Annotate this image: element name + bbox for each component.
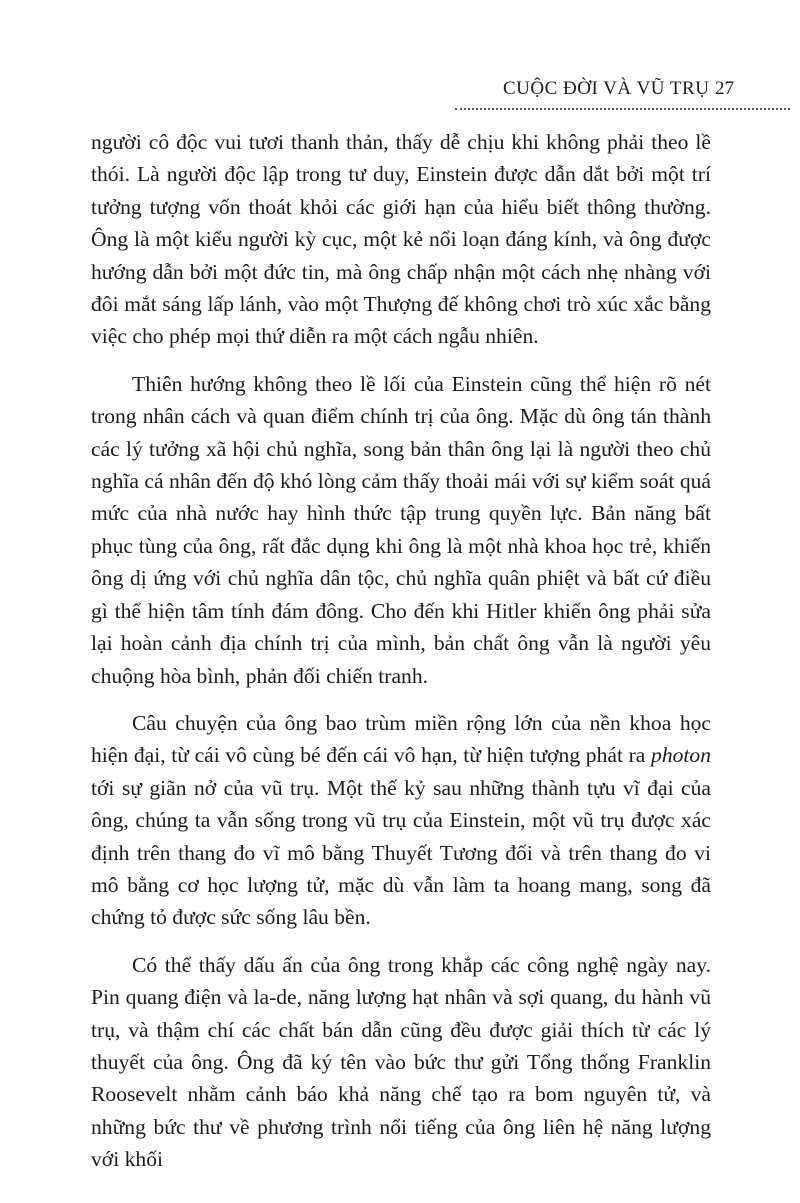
paragraph-2: Thiên hướng không theo lề lối của Einstein cũng thể hiện rõ nét trong nhân cách và quan điểm chính trị của ông. Mặc dù ông tán thành các lý tưởng xã hội chủ nghĩa, song bản thân ông lại là người theo chủ nghĩa cá nhân đến độ khó lòng cảm thấy thoải mái với sự kiểm soát quá mức của nhà nước hay hình thức tập trung quyền lực. Bản năng bất phục tùng của ông, rất đắc dụng khi ông là một nhà khoa học trẻ, khiến ông dị ứng với chủ nghĩa dân tộc, chủ nghĩa quân phiệt và bất cứ điều gì thể hiện tâm tính đám đông. Cho đến khi Hitler khiến ông phải sửa lại hoàn cảnh địa chính trị của mình, bản chất ông vẫn là người yêu chuộng hòa bình, phản đối chiến tranh. <box>91 371 711 688</box>
paragraph-3-start: Câu chuyện của ông bao trùm miền rộng lớn của nền khoa học hiện đại, từ cái vô cùng bé đến cái vô hạn, từ hiện tượng phát ra <box>91 710 711 768</box>
paragraph-1: người cô độc vui tươi thanh thản, thấy dễ chịu khi không phải theo lề thói. Là người độc lập trong tư duy, Einstein được dẫn dắt bởi một trí tưởng tượng vốn thoát khỏi các giới hạn của hiểu biết thông thường. Ông là một kiểu người kỳ cục, một kẻ nổi loạn đáng kính, và ông được hướng dẫn bởi một đức tin, mà ông chấp nhận một cách nhẹ nhàng với đôi mắt sáng lấp lánh, vào một Thượng đế không chơi trò xúc xắc bằng việc cho phép mọi thứ diễn ra một cách ngẫu nhiên. <box>91 130 711 349</box>
paragraph-4: Có thể thấy dấu ấn của ông trong khắp các công nghệ ngày nay. Pin quang điện và la-de, năng lượng hạt nhân và sợi quang, du hành vũ trụ, và thậm chí các chất bán dẫn cũng đều được giải thích từ các lý thuyết của ông. Ông đã ký tên vào bức thư gửi Tổng thống Franklin Roosevelt nhằm cảnh báo khả năng chế tạo ra bom nguyên tử, và những bức thư về phương trình nổi tiếng của ông liên hệ năng lượng với khối <box>91 952 711 1172</box>
running-header <box>455 74 790 110</box>
paragraph-3 <box>91 707 711 934</box>
body-text <box>91 126 711 1191</box>
photon-term: photon <box>651 743 711 768</box>
paragraph-3-end: tới sự giãn nở của vũ trụ. Một thế kỷ sau những thành tựu vĩ đại của ông, chúng ta vẫn sống trong vũ trụ của Einstein, một vũ trụ được xác định trên thang đo vĩ mô bằng Thuyết Tương đối và trên thang đo vi mô bằng cơ học lượng tử, mặc dù vẫn làm ta hoang mang, song đã chứng tỏ được sức sống lâu bền. <box>91 775 711 930</box>
running-title: CUỘC ĐỜI VÀ VŨ TRỤ <box>503 78 710 99</box>
page-number: 27 <box>715 78 734 99</box>
